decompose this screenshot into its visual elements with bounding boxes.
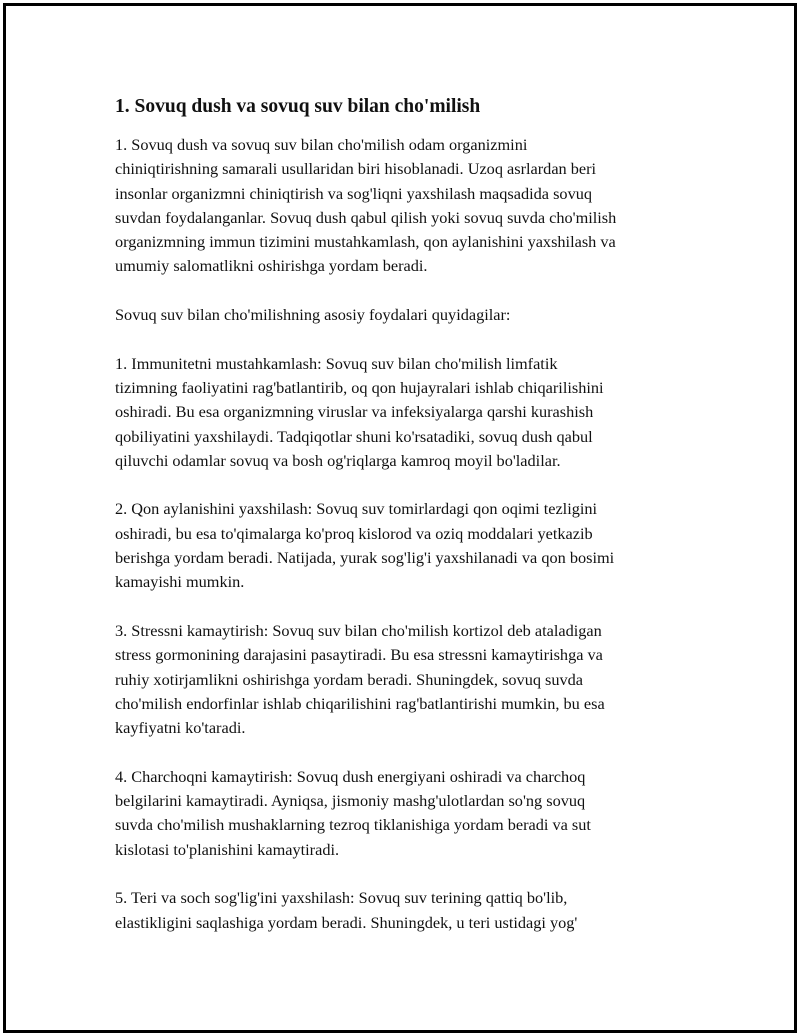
paragraph-gap (115, 473, 685, 497)
text-line: berishga yordam beradi. Natijada, yurak sog'lig'i yaxshilanadi va qon bosimi (115, 548, 615, 568)
text-line: stress gormonining darajasini pasaytiradi. Bu esa stressni kamaytirishga va (115, 645, 603, 665)
text-line: suvda cho'milish mushaklarning tezroq tiklanishiga yordam beradi va sut (115, 815, 591, 835)
text-line: tizimning faoliyatini rag'batlantirib, oq qon hujayralari ishlab chiqarilishini (115, 377, 604, 397)
text-line: kamayishi mumkin. (115, 572, 245, 592)
paragraph (115, 765, 685, 862)
text-line: elastikligini saqlashiga yordam beradi. Shuningdek, u teri ustidagi yog' (115, 912, 578, 932)
text-line: 1. Immunitetni mustahkamlash: Sovuq suv bilan cho'milish limfatik (115, 353, 558, 373)
paragraph-gap (115, 740, 685, 764)
text-line: 4. Charchoqni kamaytirish: Sovuq dush energiyani oshiradi va charchoq (115, 766, 586, 786)
text-line: cho'milish endorfinlar ishlab chiqarilishini rag'batlantirishi mumkin, bu esa (115, 693, 605, 713)
section-heading: 1. Sovuq dush va sovuq suv bilan cho'milish (115, 96, 481, 117)
text-line: 5. Teri va soch sog'lig'ini yaxshilash: Sovuq suv terining qattiq bo'lib, (115, 888, 568, 908)
paragraph (115, 303, 685, 327)
paragraph (115, 352, 685, 473)
text-line: 1. Sovuq dush va sovuq suv bilan cho'milish odam organizmini (115, 135, 528, 154)
document-body (115, 95, 685, 935)
text-line: suvdan foydalanganlar. Sovuq dush qabul qilish yoki sovuq suvda cho'milish (115, 207, 617, 227)
paragraph-gap (115, 327, 685, 351)
paragraph-gap (115, 279, 685, 303)
text-line: chiniqtirishning samarali usullaridan biri hisoblanadi. Uzoq asrlardan beri (115, 159, 597, 179)
text-line: qobiliyatini yaxshilaydi. Tadqiqotlar shuni ko'rsatadiki, sovuq dush qabul (115, 426, 593, 446)
text-line: oshiradi. Bu esa organizmning viruslar va infeksiyalarga qarshi kurashish (115, 402, 594, 422)
text-line: insonlar organizmni chiniqtirish va sog'liqni yaxshilash maqsadida sovuq (115, 183, 592, 203)
text-line: kayfiyatni ko'taradi. (115, 718, 246, 738)
text-line: umumiy salomatlikni oshirishga yordam beradi. (115, 256, 428, 276)
text-line: organizmning immun tizimini mustahkamlash, qon aylanishini yaxshilash va (115, 232, 616, 252)
text-line: qiluvchi odamlar sovuq va bosh og'riqlarga kamroq moyil bo'ladilar. (115, 450, 561, 470)
paragraph-gap (115, 862, 685, 886)
paragraph (115, 619, 685, 740)
text-line: ruhiy xotirjamlikni oshirishga yordam beradi. Shuningdek, sovuq suvda (115, 669, 584, 689)
paragraph (115, 497, 685, 594)
text-line: oshiradi, bu esa to'qimalarga ko'proq kislorod va oziq moddalari yetkazib (115, 523, 593, 543)
paragraph (115, 886, 685, 935)
text-line: 2. Qon aylanishini yaxshilash: Sovuq suv tomirlardagi qon oqimi tezligini (115, 499, 598, 519)
text-line: kislotasi to'planishini kamaytiradi. (115, 839, 340, 859)
paragraph-gap (115, 595, 685, 619)
text-line: belgilarini kamaytiradi. Ayniqsa, jismoniy mashg'ulotlardan so'ng sovuq (115, 791, 586, 811)
text-line: Sovuq suv bilan cho'milishning asosiy foydalari quyidagilar: (115, 305, 511, 325)
paragraph-container (115, 133, 685, 935)
text-line: 3. Stressni kamaytirish: Sovuq suv bilan cho'milish kortizol deb ataladigan (115, 620, 602, 640)
paragraph (115, 133, 685, 279)
